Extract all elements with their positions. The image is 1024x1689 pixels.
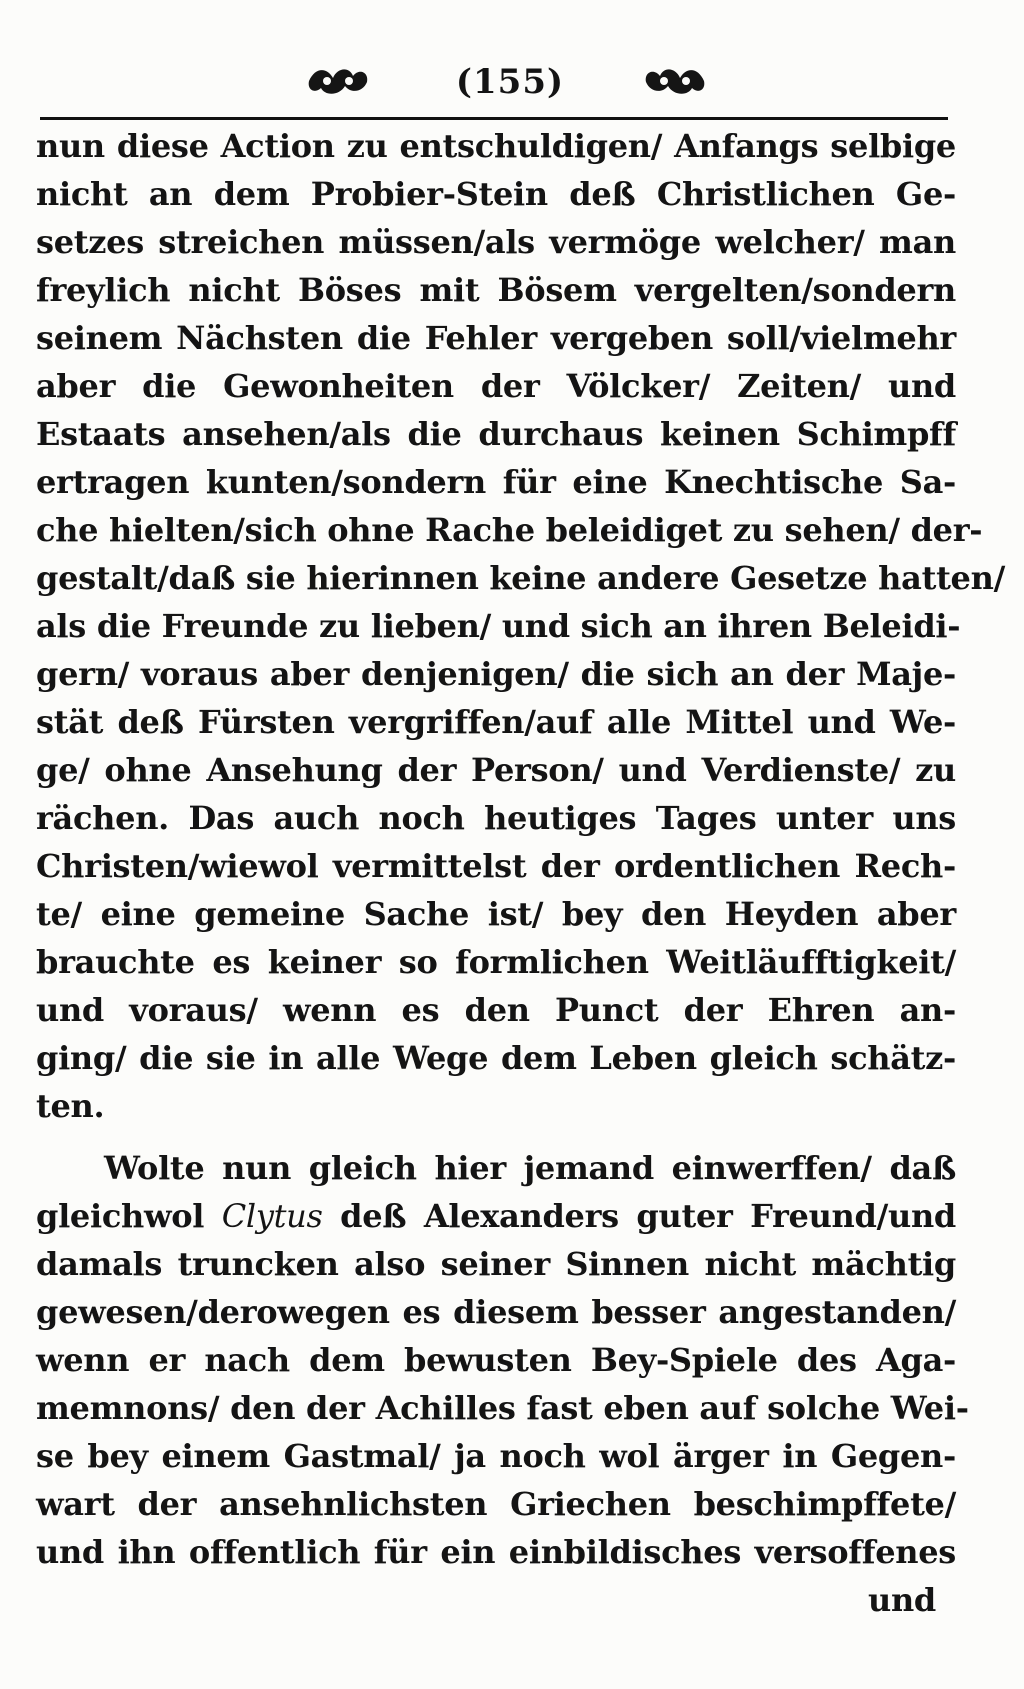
text-line: te/ eine gemeine Sache ist/ bey den Heyden aber: [36, 895, 956, 933]
text-line: brauchte es keiner so formlichen Weitläufftigkeit/: [36, 943, 956, 981]
right-fleuron-ornament-icon: [640, 64, 708, 98]
text-line: gewesen/derowegen es diesem besser angestanden/: [36, 1293, 956, 1331]
text-fragment: gleichwol: [36, 1197, 222, 1235]
text-line: che hielten/sich ohne Rache beleidiget zu sehen/ der-: [36, 511, 983, 549]
text-line: ge/ ohne Ansehung der Person/ und Verdienste/ zu: [36, 751, 956, 789]
text-line: [36, 1192, 956, 1240]
text-line: ten.: [36, 1087, 105, 1125]
header-rule: [40, 117, 948, 120]
text-line: setzes streichen müssen/als vermöge welcher/ man: [36, 223, 956, 261]
paragraph-gap: [36, 1130, 956, 1144]
text-line: aber die Gewonheiten der Völcker/ Zeiten/ und: [36, 367, 956, 405]
text-line: ging/ die sie in alle Wege dem Leben gleich schätz-: [36, 1039, 956, 1077]
left-fleuron-ornament-icon: [305, 64, 373, 98]
text-line: freylich nicht Böses mit Bösem vergelten/sondern: [36, 271, 956, 309]
page-body-text: [36, 122, 1005, 1624]
text-line: und voraus/ wenn es den Punct der Ehren an-: [36, 991, 956, 1029]
paragraph-first-line: Wolte nun gleich hier jemand einwerffen/ daß: [104, 1149, 956, 1187]
text-line: als die Freunde zu lieben/ und sich an ihren Beleidi-: [36, 607, 961, 645]
text-line: stät deß Fürsten vergriffen/auf alle Mittel und We-: [36, 703, 956, 741]
text-line: se bey einem Gastmal/ ja noch wol ärger in Gegen-: [36, 1437, 956, 1475]
italic-name-clytus: Clytus: [221, 1197, 323, 1235]
text-line: nicht an dem Probier-Stein deß Christlichen Ge-: [36, 175, 956, 213]
text-line: gestalt/daß sie hierinnen keine andere Gesetze hatten/: [36, 559, 1005, 597]
text-line: ertragen kunten/sondern für eine Knechtische Sa-: [36, 463, 956, 501]
text-line: Christen/wiewol vermittelst der ordentlichen Rech-: [36, 847, 956, 885]
text-line: wart der ansehnlichsten Griechen beschimpffete/: [36, 1485, 956, 1523]
text-line: rächen. Das auch noch heutiges Tages unter uns: [36, 799, 956, 837]
text-line: memnons/ den der Achilles fast eben auf solche Wei-: [36, 1389, 969, 1427]
text-line: seinem Nächsten die Fehler vergeben soll/vielmehr: [36, 319, 956, 357]
text-line: nun diese Action zu entschuldigen/ Anfangs selbige: [36, 127, 956, 165]
text-line: gern/ voraus aber denjenigen/ die sich an der Maje-: [36, 655, 956, 693]
text-line: Estaats ansehen/als die durchaus keinen Schimpff: [36, 415, 956, 453]
text-fragment: deß Alexanders guter Freund/und: [322, 1197, 956, 1235]
text-line: und ihn offentlich für ein einbildisches versoffenes: [36, 1533, 956, 1571]
catchword: und: [867, 1581, 936, 1619]
text-line: damals truncken also seiner Sinnen nicht mächtig: [36, 1245, 956, 1283]
page-number: (155): [455, 62, 565, 102]
text-line: wenn er nach dem bewusten Bey-Spiele des Aga-: [36, 1341, 956, 1379]
page-header: [0, 56, 1024, 106]
